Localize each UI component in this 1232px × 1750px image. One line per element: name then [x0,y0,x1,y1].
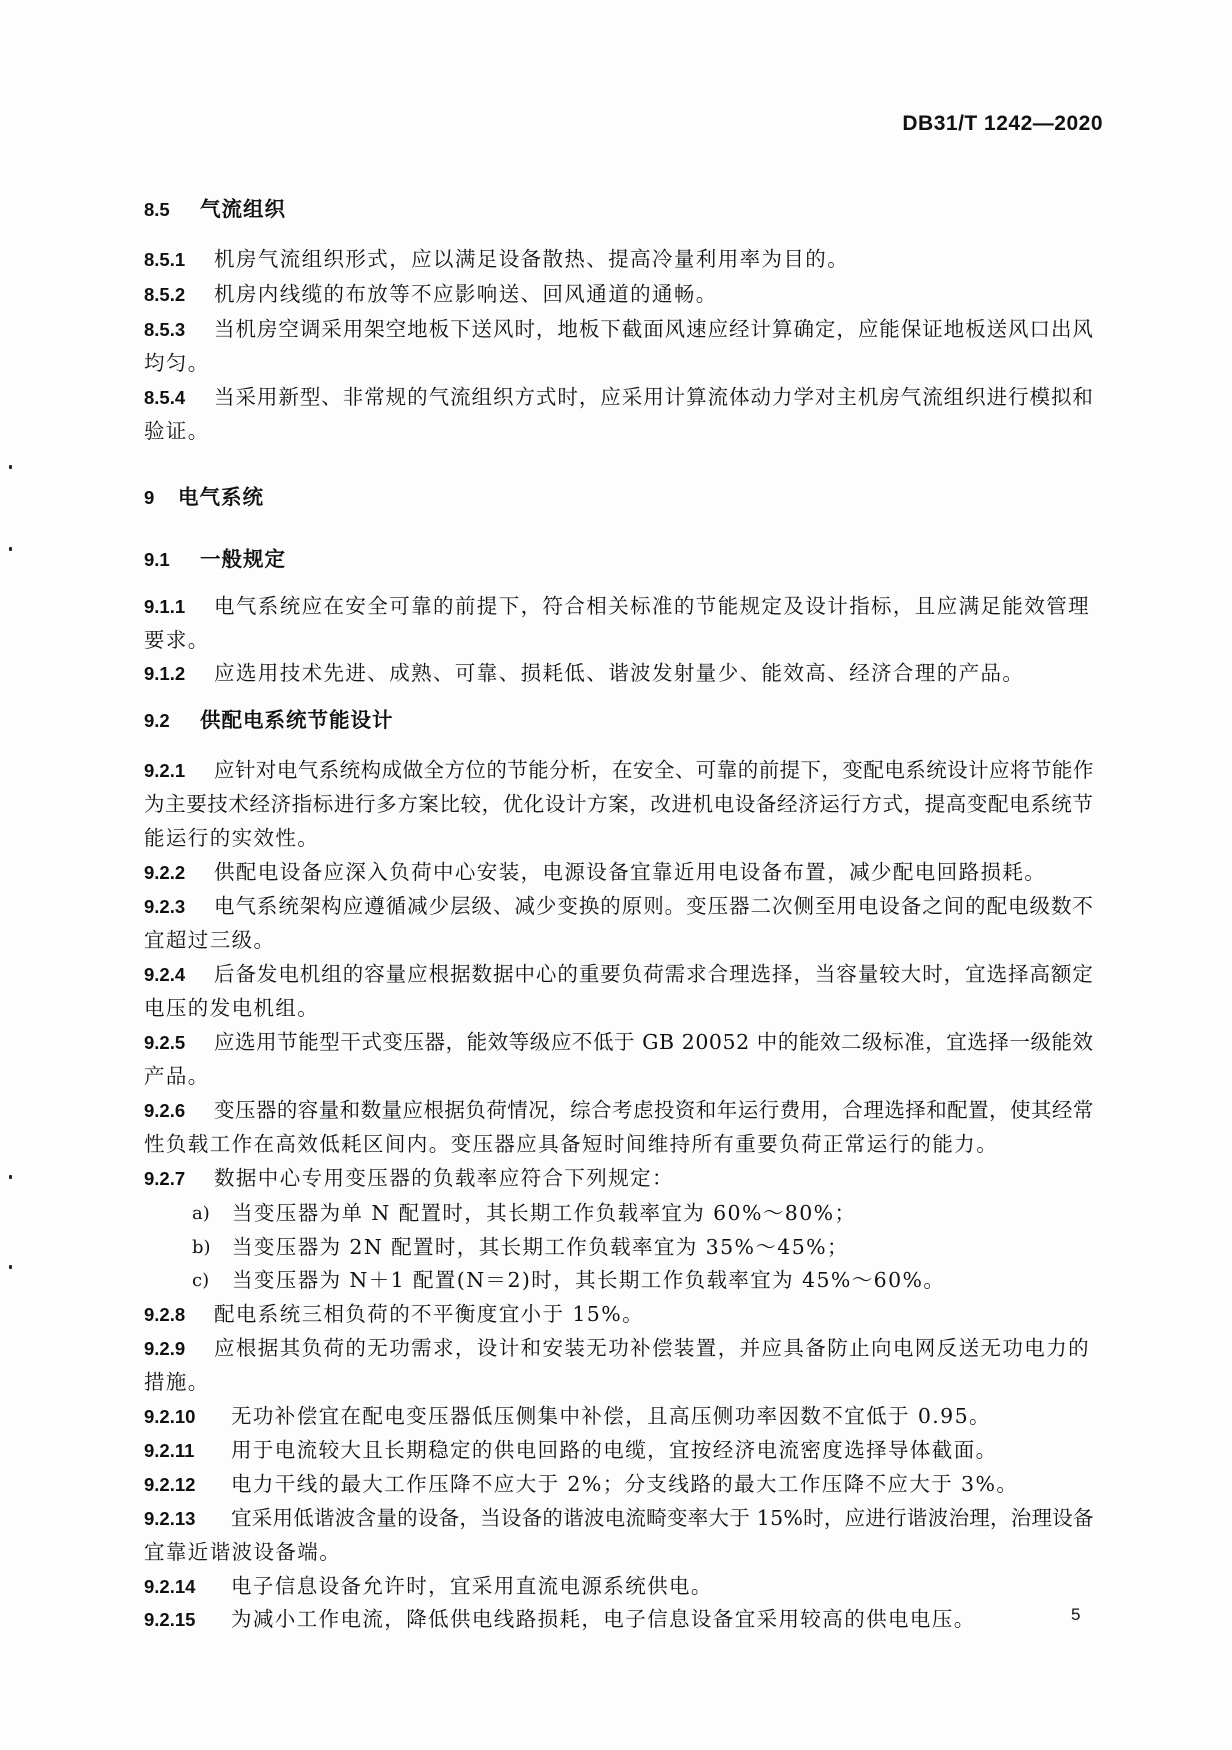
clause-number: 9.2.8 [144,1304,186,1325]
clause-text: 当机房空调采用架空地板下送风时，地板下截面风速应经计算确定，应能保证地板送风口出风 [214,317,1094,341]
clause-text: 应选用技术先进、成熟、可靠、损耗低、谐波发射量少、能效高、经济合理的产品。 [214,661,1025,685]
clause-text: 应选用节能型干式变压器，能效等级应不低于 GB 20052 中的能效二级标准，宜选择一级能效 [214,1030,1094,1054]
clause-text: 数据中心专用变压器的负载率应符合下列规定： [214,1166,674,1190]
clause-text: 供配电设备应深入负荷中心安装，电源设备宜靠近用电设备布置，减少配电回路损耗。 [214,860,1047,884]
clause-text: 后备发电机组的容量应根据数据中心的重要负荷需求合理选择，当容量较大时，宜选择高额定 [214,962,1094,986]
list-marker: b) [192,1237,211,1258]
clause-text: 配电系统三相负荷的不平衡度宜小于 15%。 [214,1302,644,1326]
continuation-text: 措施。 [144,1370,210,1394]
clause-text: 应针对电气系统构成做全方位的节能分析，在安全、可靠的前提下，变配电系统设计应将节能作 [214,758,1094,782]
continuation-text: 能运行的实效性。 [144,826,320,850]
clause-text: 宜采用低谐波含量的设备，当设备的谐波电流畸变率大于 15%时，应进行谐波治理，治理设备 [231,1506,1094,1530]
scan-mark [9,1175,12,1179]
continuation-text: 验证。 [144,419,210,443]
continuation-text: 产品。 [144,1064,210,1088]
clause-number: 9.2.6 [144,1100,186,1121]
clause-text: 机房内线缆的布放等不应影响送、回风通道的通畅。 [214,282,718,306]
list-item-text: 当变压器为单 N 配置时，其长期工作负载率宜为 60%～80%； [232,1201,857,1225]
clause-number: 9 [144,487,155,508]
clause-number: 9.2.14 [144,1576,196,1597]
clause-number: 9.1.2 [144,663,186,684]
clause-text: 机房气流组织形式，应以满足设备散热、提高冷量利用率为目的。 [214,247,850,271]
clause-number: 9.1 [144,549,170,570]
page-number: 5 [1071,1605,1081,1624]
clause-text: 电气系统应在安全可靠的前提下，符合相关标准的节能规定及设计指标，且应满足能效管理 [214,594,1090,618]
clause-text: 为减小工作电流，降低供电线路损耗，电子信息设备宜采用较高的供电电压。 [231,1607,976,1631]
clause-number: 9.2.9 [144,1338,186,1359]
clause-text: 用于电流较大且长期稳定的供电回路的电缆，宜按经济电流密度选择导体截面。 [231,1438,998,1462]
clause-number: 9.2 [144,710,170,731]
list-item-text: 当变压器为 2N 配置时，其长期工作负载率宜为 35%～45%； [232,1235,849,1259]
clause-number: 9.2.4 [144,964,186,985]
clause-number: 8.5 [144,199,170,220]
continuation-text: 为主要技术经济指标进行多方案比较，优化设计方案，改进机电设备经济运行方式，提高变配电系统节 [144,792,1094,816]
clause-number: 9.2.2 [144,862,186,883]
list-marker: c) [192,1270,210,1291]
clause-number: 8.5.1 [144,249,186,270]
list-item-text: 当变压器为 N＋1 配置(N＝2)时，其长期工作负载率宜为 45%～60%。 [232,1268,946,1292]
continuation-text: 均匀。 [144,351,210,375]
clause-text: 应根据其负荷的无功需求，设计和安装无功补偿装置，并应具备防止向电网反送无功电力的 [214,1336,1090,1360]
heading-text: 供配电系统节能设计 [200,708,394,732]
clause-number: 9.2.11 [144,1440,195,1461]
continuation-text: 要求。 [144,628,210,652]
clause-number: 9.2.7 [144,1168,186,1189]
scan-mark [9,547,12,551]
clause-number: 9.2.3 [144,896,186,917]
list-marker: a) [192,1203,210,1224]
clause-number: 8.5.2 [144,284,186,305]
clause-number: 8.5.4 [144,387,186,408]
document-id: DB31/T 1242—2020 [902,112,1103,135]
clause-number: 8.5.3 [144,319,186,340]
scan-mark [9,465,12,469]
continuation-text: 宜超过三级。 [144,928,276,952]
clause-number: 9.2.1 [144,760,186,781]
heading-text: 一般规定 [200,547,286,571]
clause-text: 当采用新型、非常规的气流组织方式时，应采用计算流体动力学对主机房气流组织进行模拟和 [214,385,1094,409]
continuation-text: 性负载工作在高效低耗区间内。变压器应具备短时间维持所有重要负荷正常运行的能力。 [144,1132,999,1156]
clause-text: 无功补偿宜在配电变压器低压侧集中补偿，且高压侧功率因数不宜低于 0.95。 [231,1404,991,1428]
clause-number: 9.2.12 [144,1474,196,1495]
clause-number: 9.1.1 [144,596,186,617]
heading-text: 气流组织 [200,197,286,221]
continuation-text: 电压的发电机组。 [144,996,320,1020]
scan-mark [9,1265,12,1269]
clause-text: 电气系统架构应遵循减少层级、减少变换的原则。变压器二次侧至用电设备之间的配电级数不 [214,894,1094,918]
clause-text: 电力干线的最大工作压降不应大于 2%；分支线路的最大工作压降不应大于 3%。 [231,1472,1019,1496]
clause-number: 9.2.15 [144,1609,196,1630]
heading-text: 电气系统 [178,485,264,509]
clause-text: 电子信息设备允许时，宜采用直流电源系统供电。 [231,1574,713,1598]
clause-number: 9.2.10 [144,1406,196,1427]
clause-number: 9.2.13 [144,1508,196,1529]
continuation-text: 宜靠近谐波设备端。 [144,1540,342,1564]
clause-text: 变压器的容量和数量应根据负荷情况，综合考虑投资和年运行费用，合理选择和配置，使其经常 [214,1098,1094,1122]
clause-number: 9.2.5 [144,1032,186,1053]
